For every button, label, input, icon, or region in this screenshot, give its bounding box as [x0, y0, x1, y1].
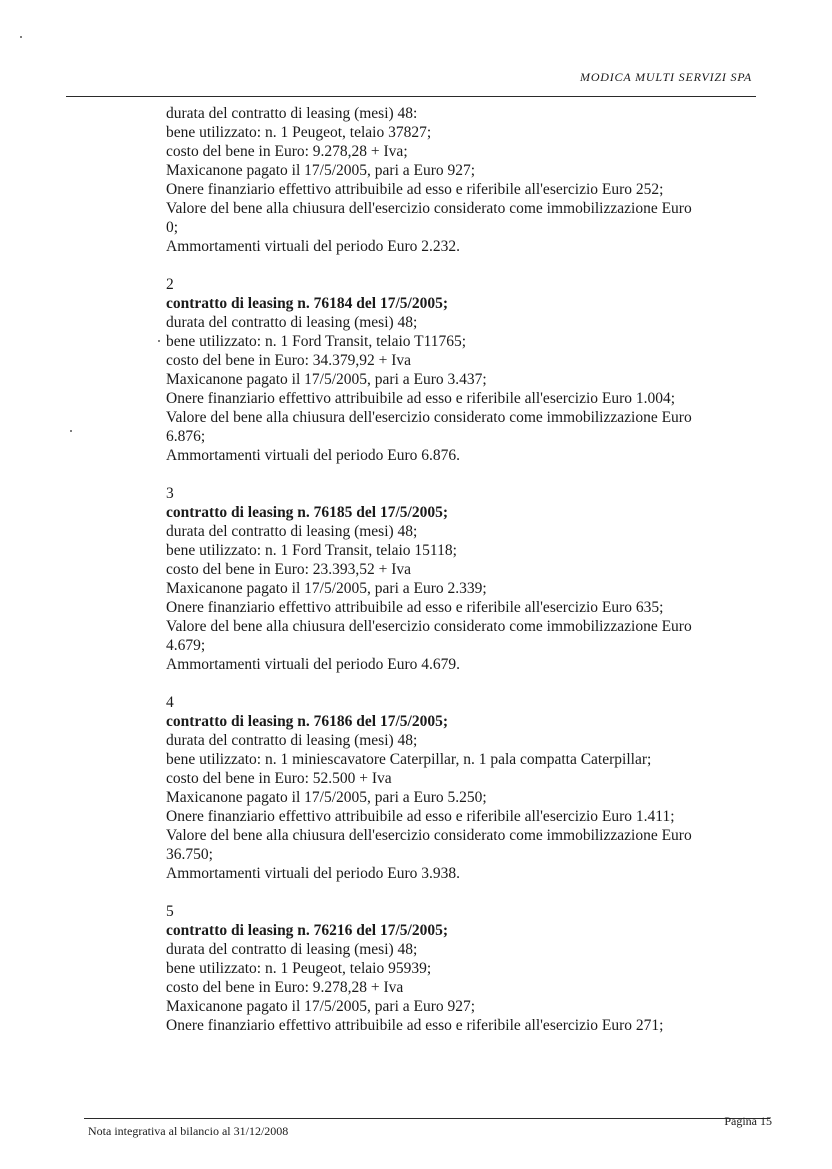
lease-line: 0; — [166, 219, 179, 236]
lease-line: Valore del bene alla chiusura dell'esercizio considerato come immobilizzazione Euro — [166, 409, 692, 426]
lease-line: Onere finanziario effettivo attribuibile ad esso e riferibile all'esercizio Euro 1.411; — [166, 808, 675, 825]
scan-speck — [158, 340, 160, 342]
document-body — [166, 104, 766, 1035]
lease-line: 6.876; — [166, 428, 206, 445]
lease-line: 4.679; — [166, 637, 206, 654]
lease-line: costo del bene in Euro: 34.379,92 + Iva — [166, 352, 412, 369]
lease-line: bene utilizzato: n. 1 Ford Transit, telaio 15118; — [166, 542, 457, 559]
lease-line: bene utilizzato: n. 1 Ford Transit, telaio T11765; — [166, 333, 467, 350]
lease-line: costo del bene in Euro: 23.393,52 + Iva — [166, 561, 412, 578]
lease-contract-title: contratto di leasing n. 76184 del 17/5/2005; — [166, 295, 449, 312]
lease-line: Onere finanziario effettivo attribuibile ad esso e riferibile all'esercizio Euro 1.004; — [166, 390, 676, 407]
lease-contract-title: contratto di leasing n. 76186 del 17/5/2005; — [166, 713, 449, 730]
lease-entry-5 — [166, 902, 766, 1035]
scan-speck — [20, 36, 22, 38]
lease-line: Valore del bene alla chiusura dell'esercizio considerato come immobilizzazione Euro — [166, 200, 692, 217]
footer-document-title: Nota integrativa al bilancio al 31/12/2008 — [88, 1124, 289, 1138]
lease-line: Maxicanone pagato il 17/5/2005, pari a Euro 927; — [166, 998, 476, 1015]
lease-contract-title: contratto di leasing n. 76216 del 17/5/2005; — [166, 922, 449, 939]
lease-line: Ammortamenti virtuali del periodo Euro 2.232. — [166, 238, 461, 255]
lease-line: durata del contratto di leasing (mesi) 48; — [166, 941, 418, 958]
lease-line: durata del contratto di leasing (mesi) 48: — [166, 105, 418, 122]
header-company-name: MODICA MULTI SERVIZI SPA — [580, 70, 752, 84]
lease-line: costo del bene in Euro: 52.500 + Iva — [166, 770, 392, 787]
lease-line: costo del bene in Euro: 9.278,28 + Iva; — [166, 143, 408, 160]
lease-line: durata del contratto di leasing (mesi) 48; — [166, 523, 418, 540]
lease-line: Onere finanziario effettivo attribuibile ad esso e riferibile all'esercizio Euro 271; — [166, 1017, 664, 1034]
footer-divider — [84, 1118, 770, 1119]
lease-entry-1 — [166, 104, 766, 256]
lease-contract-title: contratto di leasing n. 76185 del 17/5/2005; — [166, 504, 449, 521]
lease-line: Maxicanone pagato il 17/5/2005, pari a Euro 2.339; — [166, 580, 487, 597]
lease-line: bene utilizzato: n. 1 miniescavatore Caterpillar, n. 1 pala compatta Caterpillar; — [166, 751, 652, 768]
lease-line: costo del bene in Euro: 9.278,28 + Iva — [166, 979, 404, 996]
lease-entry-2 — [166, 275, 766, 465]
lease-line: Maxicanone pagato il 17/5/2005, pari a Euro 3.437; — [166, 371, 487, 388]
lease-line: 36.750; — [166, 846, 213, 863]
lease-number: 3 — [166, 485, 174, 502]
scan-speck — [70, 430, 72, 432]
lease-line: Ammortamenti virtuali del periodo Euro 4.679. — [166, 656, 461, 673]
lease-entry-4 — [166, 693, 766, 883]
lease-line: Valore del bene alla chiusura dell'esercizio considerato come immobilizzazione Euro — [166, 827, 692, 844]
lease-line: Onere finanziario effettivo attribuibile ad esso e riferibile all'esercizio Euro 635; — [166, 599, 664, 616]
lease-line: durata del contratto di leasing (mesi) 48; — [166, 732, 418, 749]
header-divider — [66, 96, 756, 97]
lease-line: Maxicanone pagato il 17/5/2005, pari a Euro 927; — [166, 162, 476, 179]
lease-number: 4 — [166, 694, 174, 711]
lease-line: bene utilizzato: n. 1 Peugeot, telaio 95939; — [166, 960, 432, 977]
lease-line: durata del contratto di leasing (mesi) 48; — [166, 314, 418, 331]
lease-line: bene utilizzato: n. 1 Peugeot, telaio 37827; — [166, 124, 432, 141]
lease-line: Maxicanone pagato il 17/5/2005, pari a Euro 5.250; — [166, 789, 487, 806]
footer-page-number: Pagina 15 — [724, 1114, 772, 1128]
lease-line: Valore del bene alla chiusura dell'esercizio considerato come immobilizzazione Euro — [166, 618, 692, 635]
lease-line: Ammortamenti virtuali del periodo Euro 3.938. — [166, 865, 461, 882]
lease-number: 2 — [166, 276, 174, 293]
lease-number: 5 — [166, 903, 174, 920]
lease-line: Onere finanziario effettivo attribuibile ad esso e riferibile all'esercizio Euro 252; — [166, 181, 664, 198]
lease-entry-3 — [166, 484, 766, 674]
lease-line: Ammortamenti virtuali del periodo Euro 6.876. — [166, 447, 461, 464]
